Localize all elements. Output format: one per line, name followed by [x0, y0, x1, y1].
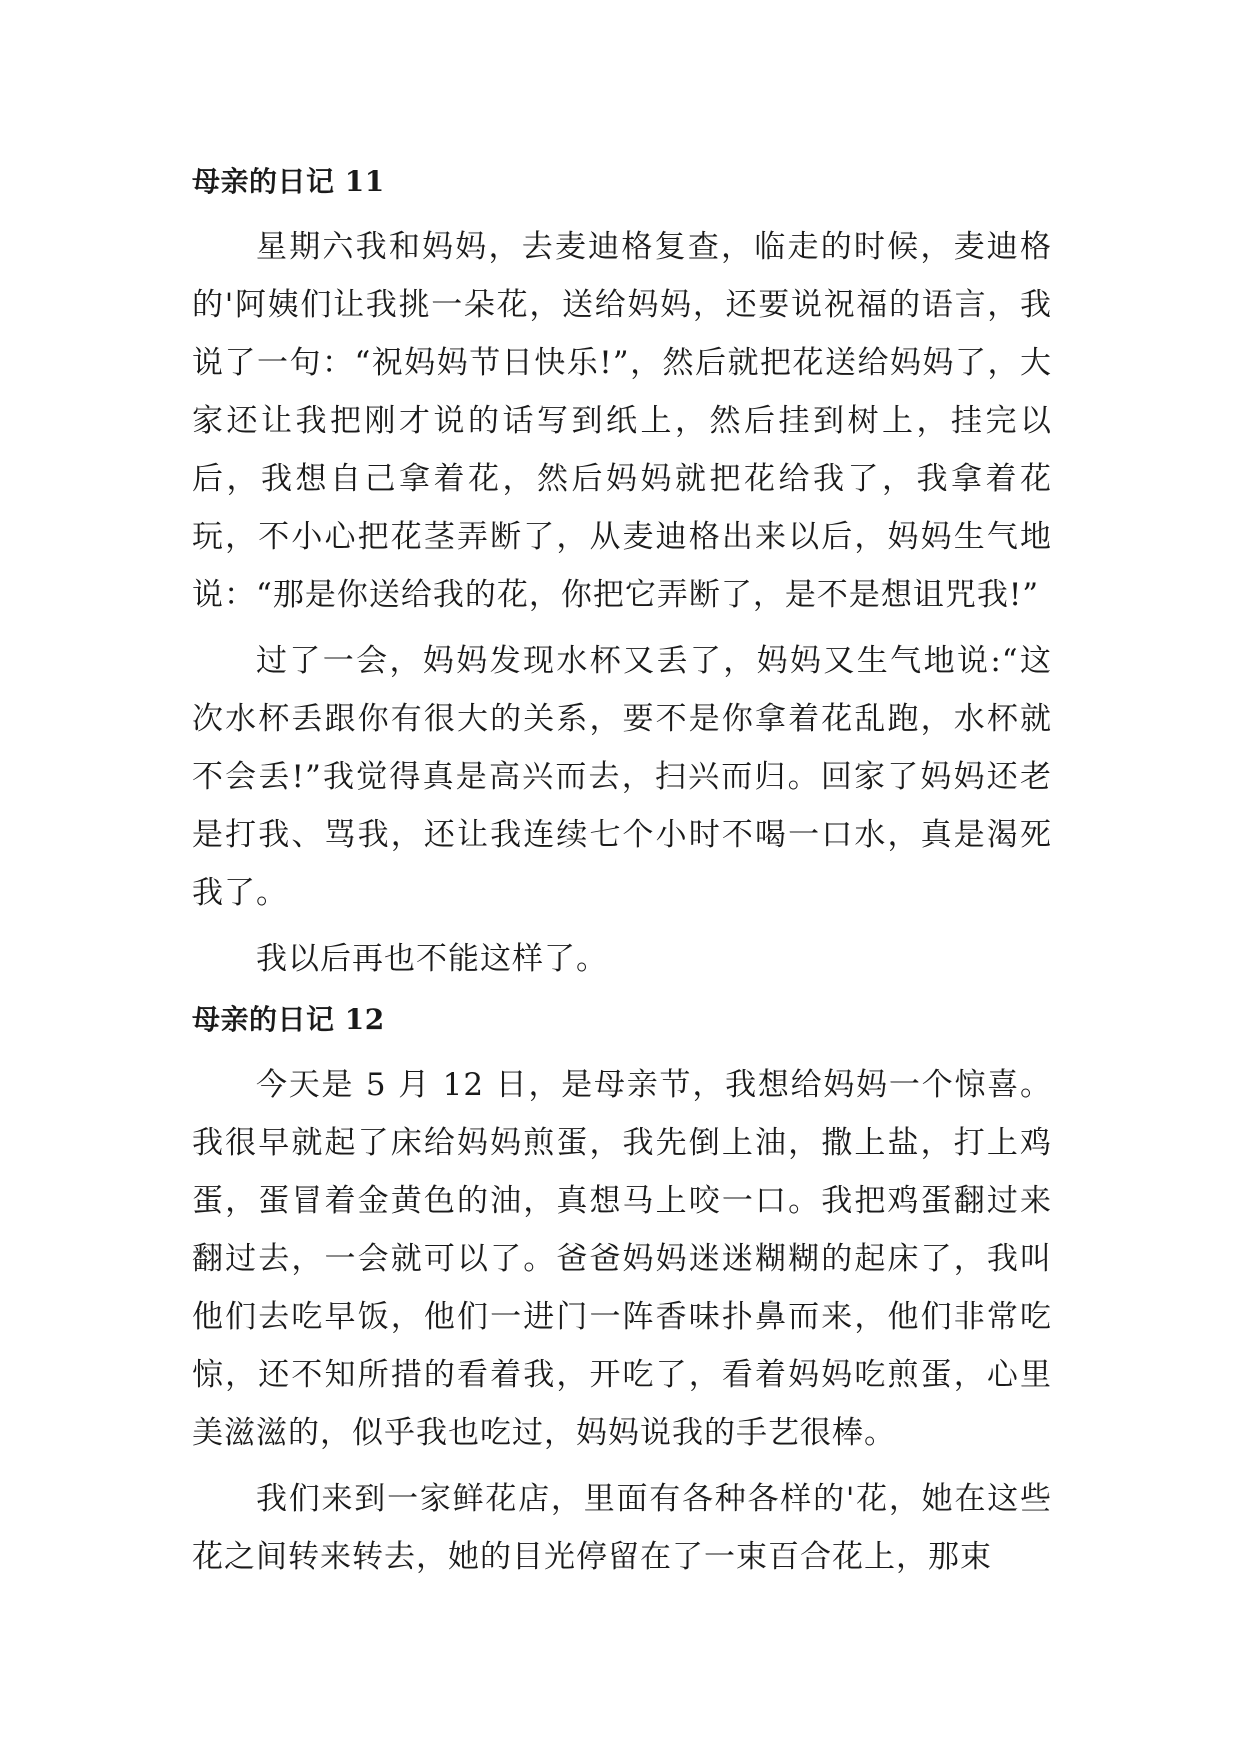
section-title-11: 母亲的日记 11	[192, 165, 385, 198]
section-title-12: 母亲的日记 12	[192, 1003, 385, 1036]
paragraph: 星期六我和妈妈，去麦迪格复查，临走的时候，麦迪格的'阿姨们让我挑一朵花，送给妈妈，还要说祝福的语言，我说了一句：“祝妈妈节日快乐!”，然后就把花送给妈妈了，大家还让我把刚才说的话写到纸上，然后挂到树上，挂完以后，我想自己拿着花，然后妈妈就把花给我了，我拿着花玩，不小心把花茎弄断了，从麦迪格出来以后，妈妈生气地说：“那是你送给我的花，你把它弄断了，是不是想诅咒我!”	[192, 229, 1052, 613]
paragraph: 我们来到一家鲜花店，里面有各种各样的'花，她在这些花之间转来转去，她的目光停留在了一束百合花上，那束	[192, 1481, 1052, 1575]
paragraph: 今天是 5 月 12 日，是母亲节，我想给妈妈一个惊喜。我很早就起了床给妈妈煎蛋，我先倒上油，撒上盐，打上鸡蛋，蛋冒着金黄色的油，真想马上咬一口。我把鸡蛋翻过来翻过去，一会就可以了。爸爸妈妈迷迷糊糊的起床了，我叫他们去吃早饭，他们一进门一阵香味扑鼻而来，他们非常吃惊，还不知所措的看着我，开吃了，看着妈妈吃煎蛋，心里美滋滋的，似乎我也吃过，妈妈说我的手艺很棒。	[192, 1067, 1052, 1451]
paragraph: 我以后再也不能这样了。	[256, 941, 608, 977]
document-page	[192, 160, 1052, 1586]
paragraph: 过了一会，妈妈发现水杯又丢了，妈妈又生气地说:“这次水杯丢跟你有很大的关系，要不是你拿着花乱跑，水杯就不会丢!”我觉得真是高兴而去，扫兴而归。回家了妈妈还老是打我、骂我，还让我连续七个小时不喝一口水，真是渴死我了。	[192, 643, 1052, 911]
